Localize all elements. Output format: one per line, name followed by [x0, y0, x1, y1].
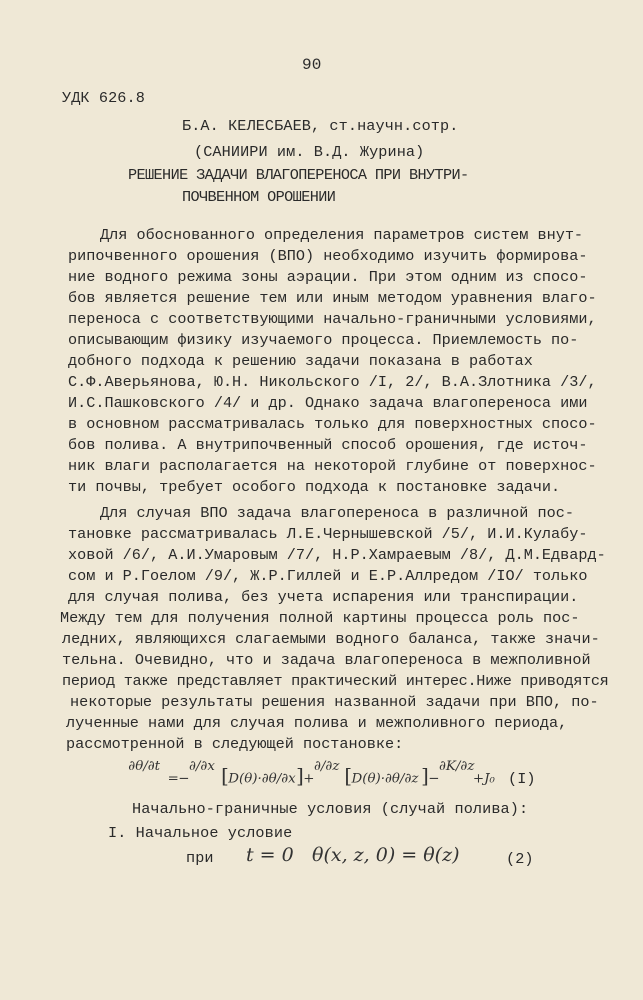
body-line: И.С.Пашковского /4/ и др. Однако задача влагопереноса ими — [68, 394, 588, 412]
eq1-term1-body: D(θ)·∂θ/∂x — [228, 771, 296, 787]
condition-1-number: (2) — [506, 850, 534, 868]
body-line: С.Ф.Аверьянова, Ю.Н. Никольского /I, 2/, В.А.Злотника /3/, — [68, 373, 597, 391]
eq1-term3: ∂K/∂z — [439, 758, 475, 774]
condition-1-when: при — [186, 849, 214, 867]
eq1-term2-body: D(θ)·∂θ/∂z — [351, 771, 419, 787]
body-line: ти почвы, требует особого подхода к постановке задачи. — [68, 478, 561, 496]
eq1-lhs: ∂θ/∂t — [128, 758, 161, 774]
body-line: ледних, являющихся слагаемыми водного баланса, также значи- — [62, 630, 600, 648]
equation-1-label: (I) — [508, 770, 536, 788]
body-line: рипочвенного орошения (ВПО) необходимо изучить формирова- — [68, 247, 588, 265]
svg-text:]: ] — [296, 764, 304, 788]
body-line: тановке рассматривалась Л.Е.Чернышевской /5/, И.И.Кулабу- — [68, 525, 588, 543]
body-line: некоторые результаты решения названной задачи при ВПО, по- — [70, 693, 599, 711]
body-line: добного подхода к решению задачи показана в работах — [68, 352, 533, 370]
article-title-line-2: ПОЧВЕННОМ ОРОШЕНИИ — [182, 188, 336, 206]
eq1-term4: +J₀ — [472, 771, 495, 787]
svg-text:−: − — [178, 771, 190, 787]
body-line: лученные нами для случая полива и межполивного периода, — [66, 714, 568, 732]
body-line: период также представляет практический интерес.Ниже приводятся — [62, 672, 609, 690]
svg-text:[: [ — [344, 764, 353, 788]
body-line: сом и Р.Гоелом /9/, Ж.Р.Гиллей и Е.Р.Аллредом /IO/ только — [68, 567, 588, 585]
body-line: тельна. Очевидно, что и задача влагопереноса в межполивной — [62, 651, 591, 669]
body-line: Между тем для получения полной картины процесса роль пос- — [60, 609, 580, 627]
body-line: рассмотренной в следующей постановке: — [66, 735, 404, 753]
svg-text:−: − — [428, 771, 440, 787]
udk-code: УДК 626.8 — [62, 89, 145, 107]
svg-text:]: ] — [421, 764, 429, 788]
body-line: для случая полива, без учета испарения или транспирации. — [68, 588, 579, 606]
affiliation: (САНИИРИ им. В.Д. Журина) — [194, 143, 425, 161]
article-title-line-1: РЕШЕНИЕ ЗАДАЧИ ВЛАГОПЕРЕНОСА ПРИ ВНУТРИ- — [128, 166, 469, 184]
body-line: переноса с соответствующими начально-граничными условиями, — [68, 310, 597, 328]
svg-text:+: + — [303, 771, 315, 787]
body-line: бов полива. А внутрипочвенный способ орошения, где источ- — [68, 436, 588, 454]
body-line: Для случая ВПО задача влагопереноса в различной пос- — [100, 504, 574, 522]
conditions-heading: Начально-граничные условия (случай полива): — [132, 800, 529, 818]
body-line: ховой /6/, А.И.Умаровым /7/, Н.Р.Хамраевым /8/, Д.М.Едвард- — [68, 546, 606, 564]
body-line: в основном рассматривалась только для поверхностных спосо- — [68, 415, 597, 433]
body-line: ник влаги располагается на некоторой глубине от поверхнос- — [68, 457, 597, 475]
eq1-term1-operator: ∂/∂x — [189, 758, 215, 774]
body-line: Для обоснованного определения параметров систем внут- — [100, 226, 584, 244]
eq1-term2-operator: ∂/∂z — [314, 758, 340, 774]
body-line: бов является решение тем или иным методом уравнения влаго- — [68, 289, 597, 307]
equation-1 — [104, 752, 524, 802]
author-line: Б.А. КЕЛЕСБАЕВ, ст.научн.сотр. — [182, 117, 459, 135]
body-line: ние водного режима зоны аэрации. При этом одним из спосо- — [68, 268, 588, 286]
svg-text:=: = — [167, 771, 179, 787]
condition-1-equation: θ(x, z, 0) = θ(z) — [312, 844, 460, 866]
condition-1-t: t = 0 — [246, 844, 294, 866]
svg-text:[: [ — [221, 764, 229, 788]
condition-1-label: I. Начальное условие — [108, 824, 293, 842]
page-number: 90 — [302, 56, 322, 74]
body-line: описывающим физику изучаемого процесса. Приемлемость по- — [68, 331, 579, 349]
